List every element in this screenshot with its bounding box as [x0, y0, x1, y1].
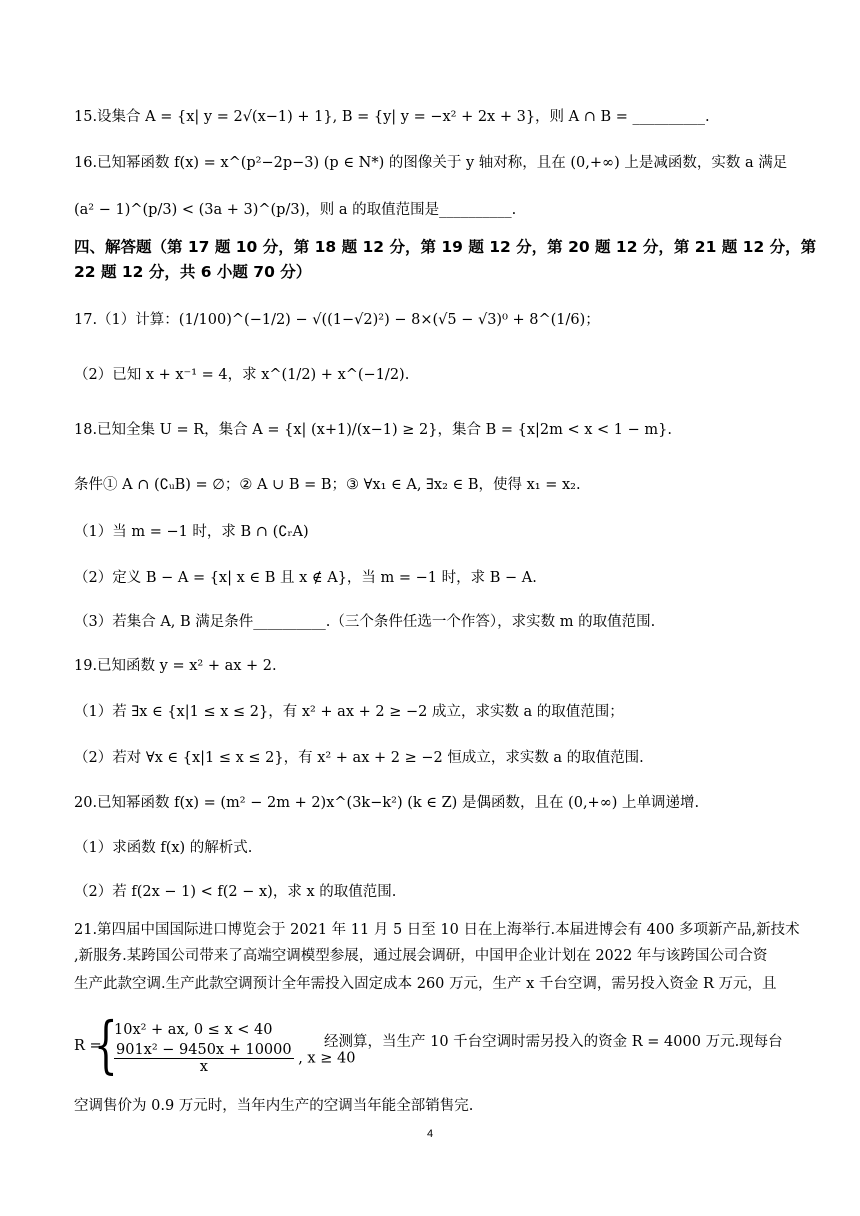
piecewise-function-R — [74, 1008, 794, 1084]
question-20-part-1: （1）求函数 f(x) 的解析式. — [74, 840, 253, 856]
question-21-note: 经测算，当生产 10 千台空调时需另投入的资金 R = 4000 万元.现每台 — [324, 1034, 783, 1050]
question-16-line-1: 16.已知幂函数 f(x) = x^(p²−2p−3) (p ∈ N*) 的图像关于 y 轴对称，且在 (0,+∞) 上是减函数，实数 a 满足 — [74, 155, 788, 171]
fraction-denominator: x — [199, 1059, 208, 1075]
question-18-part-3: （3）若集合 A, B 满足条件__________.（三个条件任选一个作答），求实数 m 的取值范围. — [74, 614, 656, 630]
piecewise-case-2-fraction — [114, 1042, 294, 1075]
question-21-line-3: 生产此款空调.生产此款空调预计全年需投入固定成本 260 万元，生产 x 千台空调，需另投入资金 R 万元，且 — [74, 976, 777, 992]
question-18-conditions: 条件① A ∩ (∁ᵤB) = ∅；② A ∪ B = B；③ ∀x₁ ∈ A, ∃x₂ ∈ B，使得 x₁ = x₂. — [74, 477, 581, 493]
question-17-part-1: 17.（1）计算：(1/100)^(−1/2) − √((1−√2)²) − 8×(√5 − √3)⁰ + 8^(1/6)； — [74, 312, 600, 328]
piecewise-case-2-condition: , x ≥ 40 — [298, 1050, 356, 1067]
fraction-numerator: 901x² − 9450x + 10000 — [116, 1042, 292, 1058]
question-17-part-2: （2）已知 x + x⁻¹ = 4，求 x^(1/2) + x^(−1/2). — [74, 367, 410, 383]
question-16-line-2: (a² − 1)^(p/3) < (3a + 3)^(p/3)，则 a 的取值范围是__________. — [74, 202, 517, 218]
piecewise-lhs: R = — [74, 1038, 102, 1054]
question-18-stem: 18.已知全集 U = R，集合 A = {x| (x+1)/(x−1) ≥ 2}，集合 B = {x|2m < x < 1 − m}. — [74, 422, 672, 438]
piecewise-brace: { — [94, 1008, 118, 1081]
question-21-line-4: 空调售价为 0.9 万元时，当年内生产的空调当年能全部销售完. — [74, 1098, 474, 1114]
question-15: 15.设集合 A = {x| y = 2√(x−1) + 1}, B = {y| y = −x² + 2x + 3}，则 A ∩ B = __________. — [74, 109, 710, 125]
section-4-heading-line-2: 22 题 12 分，共 6 小题 70 分） — [74, 263, 312, 281]
question-20-stem: 20.已知幂函数 f(x) = (m² − 2m + 2)x^(3k−k²) (k ∈ Z) 是偶函数，且在 (0,+∞) 上单调递增. — [74, 795, 700, 811]
page-number: 4 — [426, 1128, 434, 1140]
piecewise-case-1: 10x² + ax, 0 ≤ x < 40 — [114, 1022, 273, 1038]
section-4-heading-line-1: 四、解答题（第 17 题 10 分，第 18 题 12 分，第 19 题 12 分，第 20 题 12 分，第 21 题 12 分，第 — [74, 238, 817, 256]
piecewise-case-2 — [114, 1042, 355, 1075]
question-19-part-1: （1）若 ∃x ∈ {x|1 ≤ x ≤ 2}，有 x² + ax + 2 ≥ −2 成立，求实数 a 的取值范围； — [74, 704, 624, 720]
question-18-part-2: （2）定义 B − A = {x| x ∈ B 且 x ∉ A}，当 m = −1 时，求 B − A. — [74, 570, 537, 586]
question-21-line-1: 21.第四届中国国际进口博览会于 2021 年 11 月 5 日至 10 日在上海举行.本届进博会有 400 多项新产品,新技术 — [74, 922, 800, 938]
question-19-part-2: （2）若对 ∀x ∈ {x|1 ≤ x ≤ 2}，有 x² + ax + 2 ≥ −2 恒成立，求实数 a 的取值范围. — [74, 750, 644, 766]
question-21-line-2: ,新服务.某跨国公司带来了高端空调模型参展，通过展会调研，中国甲企业计划在 2022 年与该跨国公司合资 — [74, 948, 768, 964]
question-19-stem: 19.已知函数 y = x² + ax + 2. — [74, 658, 277, 674]
question-20-part-2: （2）若 f(2x − 1) < f(2 − x)，求 x 的取值范围. — [74, 884, 397, 900]
question-18-part-1: （1）当 m = −1 时，求 B ∩ (∁ᵣA) — [74, 524, 309, 540]
